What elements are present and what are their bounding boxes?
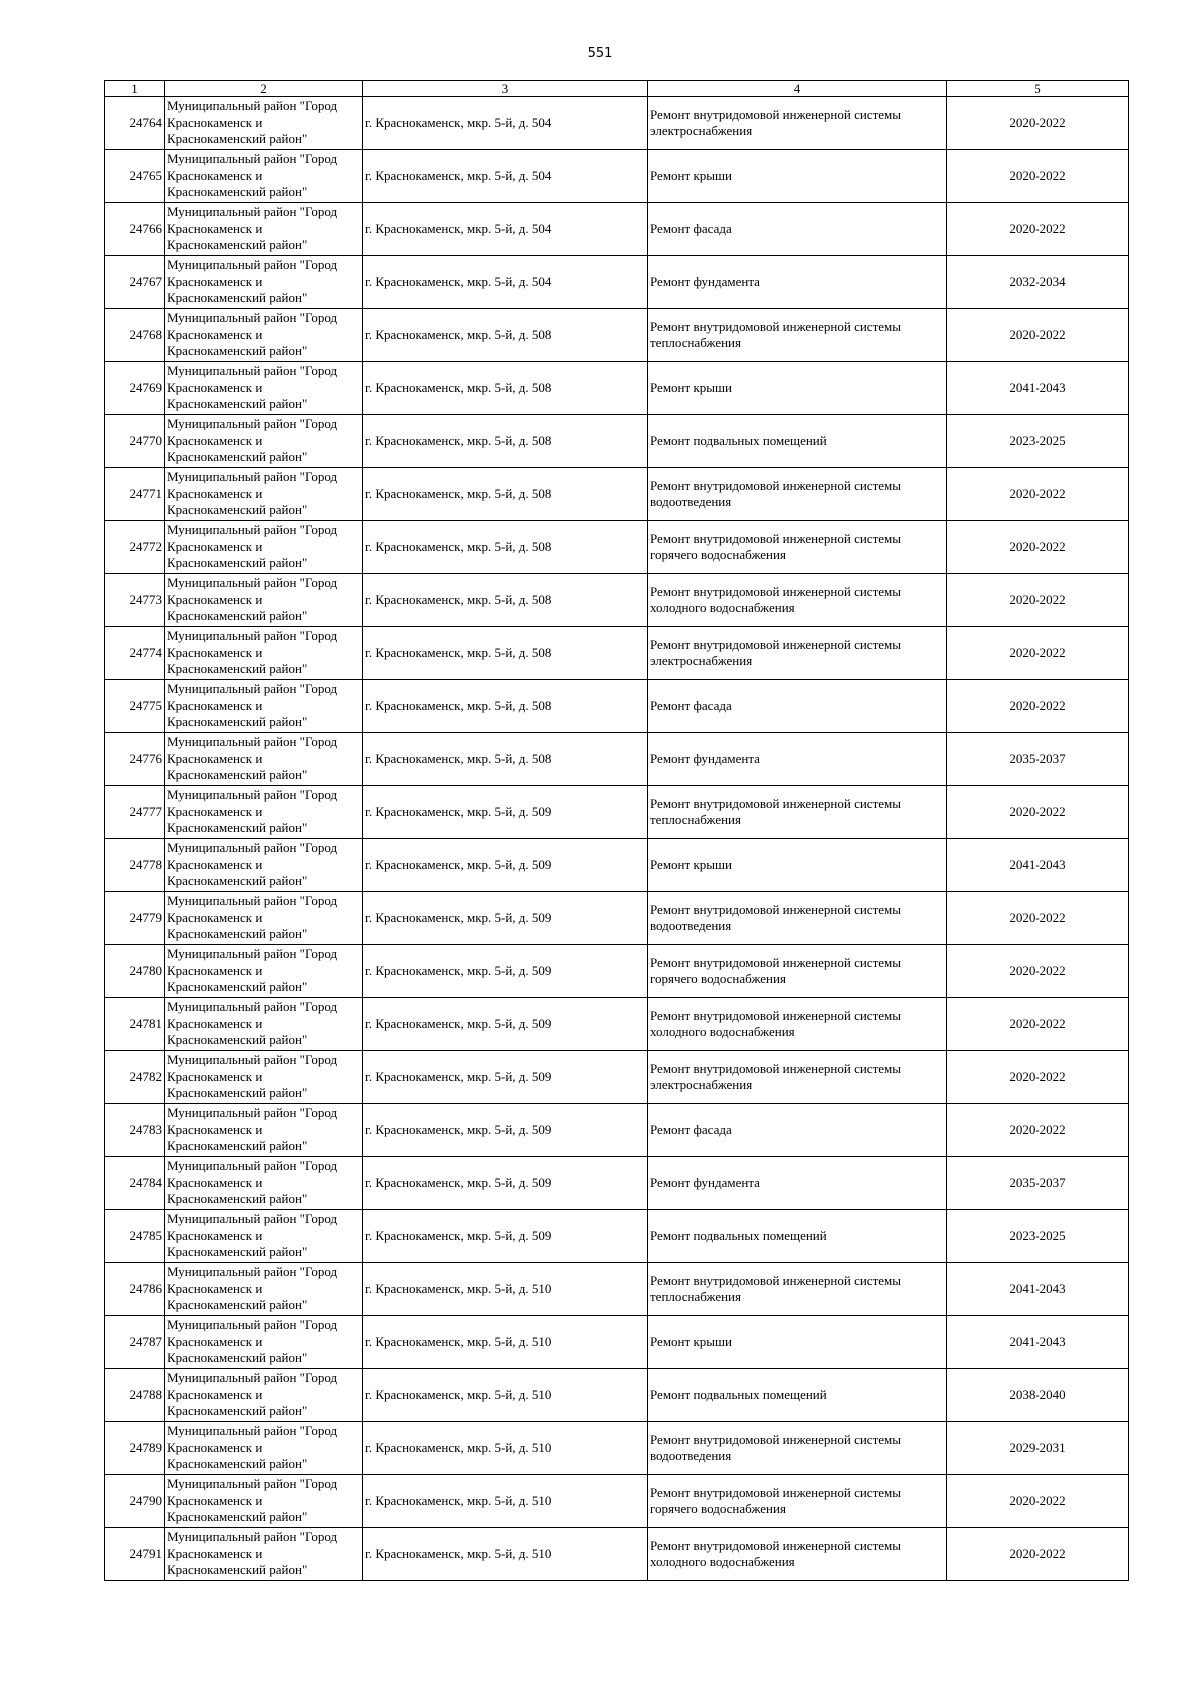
- row-number: 24778: [105, 839, 165, 892]
- row-number: 24790: [105, 1475, 165, 1528]
- period-cell: 2020-2022: [947, 998, 1129, 1051]
- row-number: 24788: [105, 1369, 165, 1422]
- period-cell: 2023-2025: [947, 415, 1129, 468]
- district-cell: Муниципальный район "Город Краснокаменск и Краснокаменский район": [165, 1104, 363, 1157]
- address-cell: г. Краснокаменск, мкр. 5-й, д. 504: [363, 97, 648, 150]
- address-cell: г. Краснокаменск, мкр. 5-й, д. 509: [363, 786, 648, 839]
- row-number: 24775: [105, 680, 165, 733]
- table-row: [105, 362, 1129, 415]
- page-number: 551: [587, 46, 613, 61]
- work-type-cell: Ремонт крыши: [648, 362, 947, 415]
- period-cell: 2038-2040: [947, 1369, 1129, 1422]
- address-cell: г. Краснокаменск, мкр. 5-й, д. 504: [363, 150, 648, 203]
- table-row: [105, 627, 1129, 680]
- row-number: 24785: [105, 1210, 165, 1263]
- repair-schedule-table: [104, 80, 1129, 1581]
- period-cell: 2020-2022: [947, 203, 1129, 256]
- address-cell: г. Краснокаменск, мкр. 5-й, д. 508: [363, 627, 648, 680]
- row-number: 24776: [105, 733, 165, 786]
- work-type-cell: Ремонт крыши: [648, 1316, 947, 1369]
- district-cell: Муниципальный район "Город Краснокаменск и Краснокаменский район": [165, 309, 363, 362]
- district-cell: Муниципальный район "Город Краснокаменск и Краснокаменский район": [165, 415, 363, 468]
- row-number: 24771: [105, 468, 165, 521]
- table-row: [105, 1316, 1129, 1369]
- period-cell: 2023-2025: [947, 1210, 1129, 1263]
- period-cell: 2020-2022: [947, 309, 1129, 362]
- table-row: [105, 998, 1129, 1051]
- period-cell: 2020-2022: [947, 680, 1129, 733]
- period-cell: 2035-2037: [947, 733, 1129, 786]
- table-row: [105, 733, 1129, 786]
- period-cell: 2020-2022: [947, 786, 1129, 839]
- work-type-cell: Ремонт внутридомовой инженерной системы электроснабжения: [648, 627, 947, 680]
- row-number: 24782: [105, 1051, 165, 1104]
- row-number: 24787: [105, 1316, 165, 1369]
- row-number: 24774: [105, 627, 165, 680]
- district-cell: Муниципальный район "Город Краснокаменск и Краснокаменский район": [165, 680, 363, 733]
- row-number: 24770: [105, 415, 165, 468]
- work-type-cell: Ремонт фасада: [648, 680, 947, 733]
- address-cell: г. Краснокаменск, мкр. 5-й, д. 508: [363, 309, 648, 362]
- district-cell: Муниципальный район "Город Краснокаменск и Краснокаменский район": [165, 1475, 363, 1528]
- address-cell: г. Краснокаменск, мкр. 5-й, д. 508: [363, 521, 648, 574]
- address-cell: г. Краснокаменск, мкр. 5-й, д. 509: [363, 892, 648, 945]
- period-cell: 2020-2022: [947, 1528, 1129, 1581]
- period-cell: 2020-2022: [947, 1104, 1129, 1157]
- row-number: 24783: [105, 1104, 165, 1157]
- address-cell: г. Краснокаменск, мкр. 5-й, д. 508: [363, 733, 648, 786]
- address-cell: г. Краснокаменск, мкр. 5-й, д. 508: [363, 362, 648, 415]
- work-type-cell: Ремонт внутридомовой инженерной системы холодного водоснабжения: [648, 998, 947, 1051]
- row-number: 24772: [105, 521, 165, 574]
- district-cell: Муниципальный район "Город Краснокаменск и Краснокаменский район": [165, 1263, 363, 1316]
- table-row: [105, 1051, 1129, 1104]
- address-cell: г. Краснокаменск, мкр. 5-й, д. 509: [363, 1051, 648, 1104]
- work-type-cell: Ремонт фундамента: [648, 733, 947, 786]
- period-cell: 2020-2022: [947, 892, 1129, 945]
- address-cell: г. Краснокаменск, мкр. 5-й, д. 510: [363, 1475, 648, 1528]
- table-row: [105, 1528, 1129, 1581]
- district-cell: Муниципальный район "Город Краснокаменск и Краснокаменский район": [165, 1210, 363, 1263]
- district-cell: Муниципальный район "Город Краснокаменск и Краснокаменский район": [165, 627, 363, 680]
- district-cell: Муниципальный район "Город Краснокаменск и Краснокаменский район": [165, 892, 363, 945]
- district-cell: Муниципальный район "Город Краснокаменск и Краснокаменский район": [165, 256, 363, 309]
- period-cell: 2020-2022: [947, 574, 1129, 627]
- period-cell: 2020-2022: [947, 1475, 1129, 1528]
- row-number: 24767: [105, 256, 165, 309]
- district-cell: Муниципальный район "Город Краснокаменск и Краснокаменский район": [165, 733, 363, 786]
- row-number: 24766: [105, 203, 165, 256]
- column-header-1: 1: [105, 81, 165, 97]
- period-cell: 2032-2034: [947, 256, 1129, 309]
- table-row: [105, 309, 1129, 362]
- district-cell: Муниципальный район "Город Краснокаменск и Краснокаменский район": [165, 1316, 363, 1369]
- address-cell: г. Краснокаменск, мкр. 5-й, д. 509: [363, 839, 648, 892]
- address-cell: г. Краснокаменск, мкр. 5-й, д. 510: [363, 1316, 648, 1369]
- work-type-cell: Ремонт фасада: [648, 203, 947, 256]
- work-type-cell: Ремонт внутридомовой инженерной системы электроснабжения: [648, 97, 947, 150]
- district-cell: Муниципальный район "Город Краснокаменск и Краснокаменский район": [165, 97, 363, 150]
- work-type-cell: Ремонт фундамента: [648, 1157, 947, 1210]
- row-number: 24777: [105, 786, 165, 839]
- address-cell: г. Краснокаменск, мкр. 5-й, д. 508: [363, 468, 648, 521]
- column-header-4: 4: [648, 81, 947, 97]
- work-type-cell: Ремонт внутридомовой инженерной системы горячего водоснабжения: [648, 1475, 947, 1528]
- period-cell: 2041-2043: [947, 839, 1129, 892]
- period-cell: 2020-2022: [947, 1051, 1129, 1104]
- district-cell: Муниципальный район "Город Краснокаменск и Краснокаменский район": [165, 1051, 363, 1104]
- period-cell: 2020-2022: [947, 945, 1129, 998]
- work-type-cell: Ремонт подвальных помещений: [648, 415, 947, 468]
- table-row: [105, 468, 1129, 521]
- address-cell: г. Краснокаменск, мкр. 5-й, д. 510: [363, 1369, 648, 1422]
- row-number: 24791: [105, 1528, 165, 1581]
- table-row: [105, 1422, 1129, 1475]
- row-number: 24773: [105, 574, 165, 627]
- period-cell: 2020-2022: [947, 97, 1129, 150]
- table-row: [105, 839, 1129, 892]
- work-type-cell: Ремонт внутридомовой инженерной системы теплоснабжения: [648, 786, 947, 839]
- district-cell: Муниципальный район "Город Краснокаменск и Краснокаменский район": [165, 150, 363, 203]
- district-cell: Муниципальный район "Город Краснокаменск и Краснокаменский район": [165, 1157, 363, 1210]
- row-number: 24768: [105, 309, 165, 362]
- period-cell: 2020-2022: [947, 627, 1129, 680]
- table-row: [105, 892, 1129, 945]
- work-type-cell: Ремонт внутридомовой инженерной системы электроснабжения: [648, 1051, 947, 1104]
- address-cell: г. Краснокаменск, мкр. 5-й, д. 508: [363, 574, 648, 627]
- row-number: 24781: [105, 998, 165, 1051]
- period-cell: 2041-2043: [947, 362, 1129, 415]
- column-header-3: 3: [363, 81, 648, 97]
- column-header-2: 2: [165, 81, 363, 97]
- table-row: [105, 203, 1129, 256]
- row-number: 24779: [105, 892, 165, 945]
- row-number: 24784: [105, 1157, 165, 1210]
- row-number: 24780: [105, 945, 165, 998]
- table-row: [105, 1210, 1129, 1263]
- district-cell: Муниципальный район "Город Краснокаменск и Краснокаменский район": [165, 998, 363, 1051]
- period-cell: 2020-2022: [947, 150, 1129, 203]
- period-cell: 2041-2043: [947, 1316, 1129, 1369]
- district-cell: Муниципальный район "Город Краснокаменск и Краснокаменский район": [165, 839, 363, 892]
- address-cell: г. Краснокаменск, мкр. 5-й, д. 509: [363, 1104, 648, 1157]
- table-row: [105, 1369, 1129, 1422]
- period-cell: 2029-2031: [947, 1422, 1129, 1475]
- work-type-cell: Ремонт внутридомовой инженерной системы водоотведения: [648, 1422, 947, 1475]
- table-row: [105, 786, 1129, 839]
- work-type-cell: Ремонт внутридомовой инженерной системы водоотведения: [648, 892, 947, 945]
- table-row: [105, 1157, 1129, 1210]
- work-type-cell: Ремонт подвальных помещений: [648, 1369, 947, 1422]
- table-row: [105, 1475, 1129, 1528]
- address-cell: г. Краснокаменск, мкр. 5-й, д. 509: [363, 1210, 648, 1263]
- address-cell: г. Краснокаменск, мкр. 5-й, д. 509: [363, 998, 648, 1051]
- address-cell: г. Краснокаменск, мкр. 5-й, д. 510: [363, 1422, 648, 1475]
- row-number: 24786: [105, 1263, 165, 1316]
- address-cell: г. Краснокаменск, мкр. 5-й, д. 510: [363, 1263, 648, 1316]
- table-row: [105, 945, 1129, 998]
- district-cell: Муниципальный район "Город Краснокаменск и Краснокаменский район": [165, 1528, 363, 1581]
- district-cell: Муниципальный район "Город Краснокаменск и Краснокаменский район": [165, 1369, 363, 1422]
- work-type-cell: Ремонт внутридомовой инженерной системы холодного водоснабжения: [648, 1528, 947, 1581]
- work-type-cell: Ремонт внутридомовой инженерной системы водоотведения: [648, 468, 947, 521]
- address-cell: г. Краснокаменск, мкр. 5-й, д. 508: [363, 415, 648, 468]
- period-cell: 2020-2022: [947, 521, 1129, 574]
- table-row: [105, 680, 1129, 733]
- column-header-5: 5: [947, 81, 1129, 97]
- table-row: [105, 97, 1129, 150]
- address-cell: г. Краснокаменск, мкр. 5-й, д. 508: [363, 680, 648, 733]
- work-type-cell: Ремонт внутридомовой инженерной системы теплоснабжения: [648, 1263, 947, 1316]
- table-body: [105, 97, 1129, 1581]
- work-type-cell: Ремонт крыши: [648, 839, 947, 892]
- district-cell: Муниципальный район "Город Краснокаменск и Краснокаменский район": [165, 786, 363, 839]
- address-cell: г. Краснокаменск, мкр. 5-й, д. 509: [363, 1157, 648, 1210]
- row-number: 24769: [105, 362, 165, 415]
- district-cell: Муниципальный район "Город Краснокаменск и Краснокаменский район": [165, 945, 363, 998]
- district-cell: Муниципальный район "Город Краснокаменск и Краснокаменский район": [165, 1422, 363, 1475]
- column-number-row: [105, 81, 1129, 97]
- work-type-cell: Ремонт фундамента: [648, 256, 947, 309]
- table-row: [105, 1104, 1129, 1157]
- row-number: 24765: [105, 150, 165, 203]
- table-row: [105, 521, 1129, 574]
- period-cell: 2041-2043: [947, 1263, 1129, 1316]
- work-type-cell: Ремонт фасада: [648, 1104, 947, 1157]
- district-cell: Муниципальный район "Город Краснокаменск и Краснокаменский район": [165, 574, 363, 627]
- table-row: [105, 574, 1129, 627]
- work-type-cell: Ремонт подвальных помещений: [648, 1210, 947, 1263]
- work-type-cell: Ремонт крыши: [648, 150, 947, 203]
- district-cell: Муниципальный район "Город Краснокаменск и Краснокаменский район": [165, 521, 363, 574]
- address-cell: г. Краснокаменск, мкр. 5-й, д. 509: [363, 945, 648, 998]
- table-row: [105, 415, 1129, 468]
- table-row: [105, 1263, 1129, 1316]
- work-type-cell: Ремонт внутридомовой инженерной системы холодного водоснабжения: [648, 574, 947, 627]
- address-cell: г. Краснокаменск, мкр. 5-й, д. 504: [363, 203, 648, 256]
- period-cell: 2035-2037: [947, 1157, 1129, 1210]
- work-type-cell: Ремонт внутридомовой инженерной системы горячего водоснабжения: [648, 945, 947, 998]
- table-row: [105, 150, 1129, 203]
- row-number: 24764: [105, 97, 165, 150]
- work-type-cell: Ремонт внутридомовой инженерной системы горячего водоснабжения: [648, 521, 947, 574]
- row-number: 24789: [105, 1422, 165, 1475]
- district-cell: Муниципальный район "Город Краснокаменск и Краснокаменский район": [165, 203, 363, 256]
- district-cell: Муниципальный район "Город Краснокаменск и Краснокаменский район": [165, 468, 363, 521]
- address-cell: г. Краснокаменск, мкр. 5-й, д. 510: [363, 1528, 648, 1581]
- period-cell: 2020-2022: [947, 468, 1129, 521]
- address-cell: г. Краснокаменск, мкр. 5-й, д. 504: [363, 256, 648, 309]
- work-type-cell: Ремонт внутридомовой инженерной системы теплоснабжения: [648, 309, 947, 362]
- table-row: [105, 256, 1129, 309]
- district-cell: Муниципальный район "Город Краснокаменск и Краснокаменский район": [165, 362, 363, 415]
